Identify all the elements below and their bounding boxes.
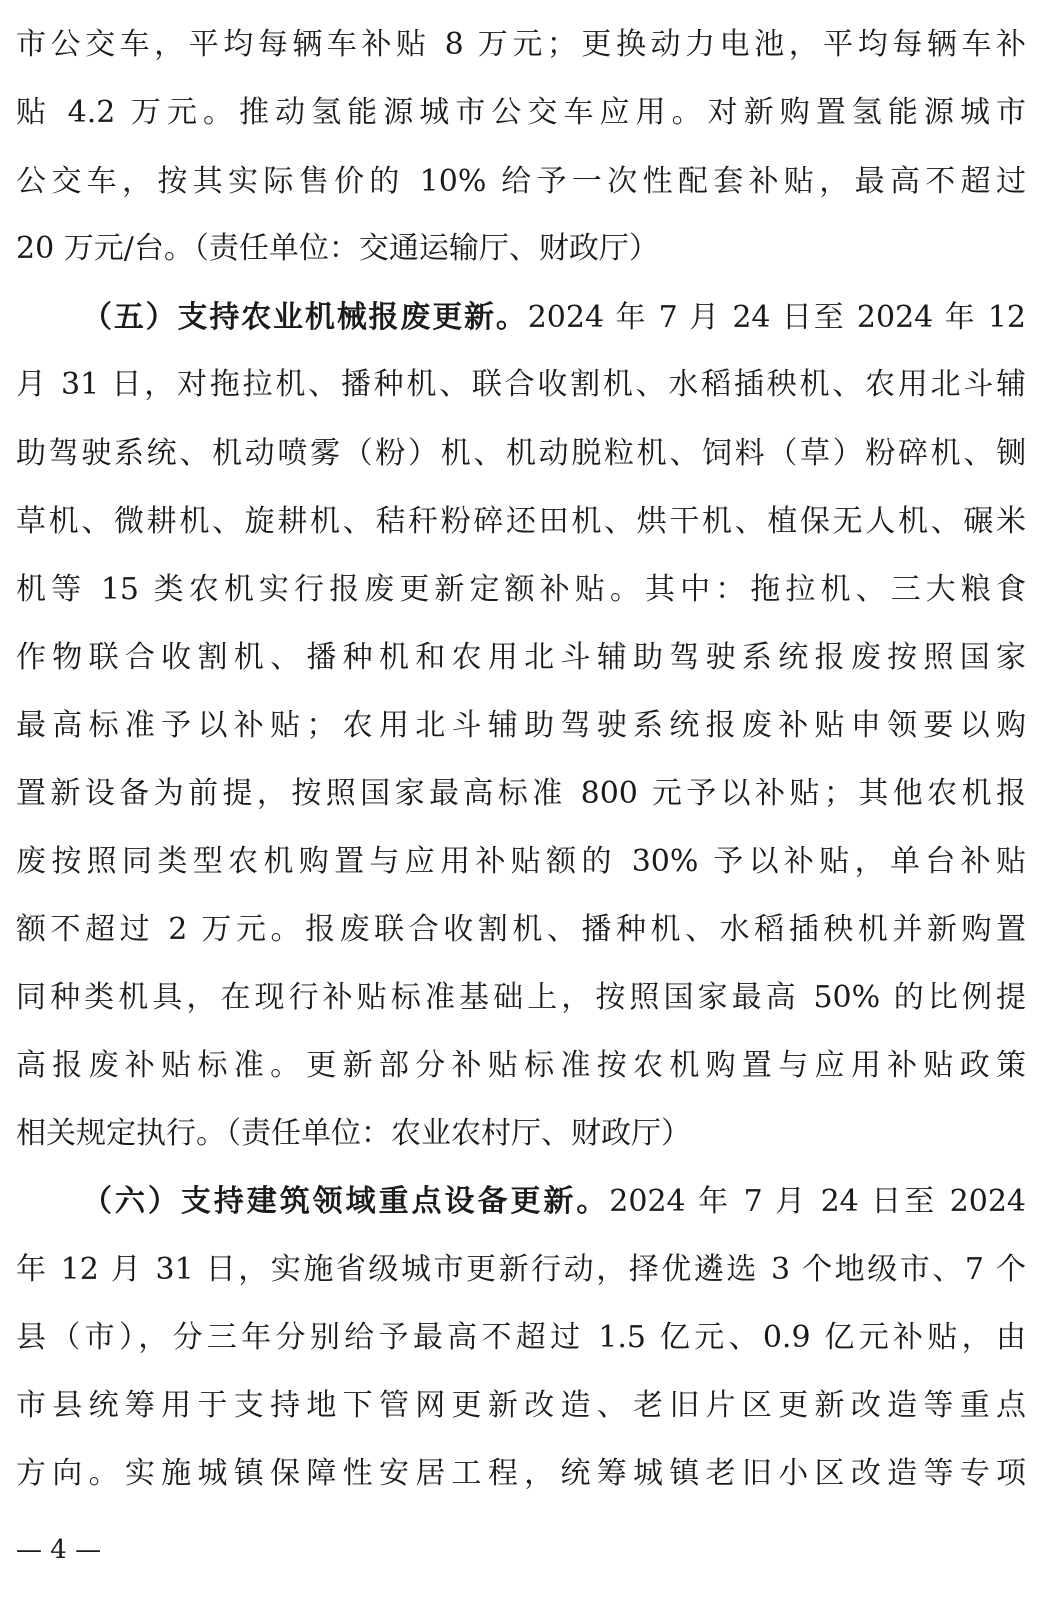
text-line: 市县统筹用于支持地下管网更新改造、老旧片区更新改造等重点 — [16, 1388, 1026, 1423]
text-line: 相关规定执行。（责任单位：农业农村厅、财政厅） — [16, 1116, 691, 1151]
text-line: 年 12 月 31 日，实施省级城市更新行动，择优遴选 3 个地级市、7 个 — [16, 1252, 1026, 1287]
text-line: 置新设备为前提，按照国家最高标准 800 元予以补贴；其他农机报 — [16, 776, 1026, 811]
section-5-heading: （五）支持农业机械报废更新。 — [82, 300, 528, 335]
text-line: 方向。实施城镇保障性安居工程，统筹城镇老旧小区改造等专项 — [16, 1456, 1026, 1491]
page-number: — 4 — — [16, 1535, 102, 1565]
text-line: 草机、微耕机、旋耕机、秸秆粉碎还田机、烘干机、植保无人机、碾米 — [16, 504, 1026, 539]
text-fragment: 2024 年 7 月 24 日至 2024 年 12 — [527, 300, 1026, 335]
text-line: 机等 15 类农机实行报废更新定额补贴。其中：拖拉机、三大粮食 — [16, 572, 1026, 607]
text-line: 20 万元/台。（责任单位：交通运输厅、财政厅） — [16, 231, 659, 266]
section-5-first-line — [82, 288, 1026, 348]
text-line: 最高标准予以补贴；农用北斗辅助驾驶系统报废补贴申领要以购 — [16, 708, 1026, 743]
text-fragment: 2024 年 7 月 24 日至 2024 — [609, 1184, 1026, 1219]
text-line: 作物联合收割机、播种机和农用北斗辅助驾驶系统报废按照国家 — [16, 640, 1026, 675]
text-line: 市公交车，平均每辆车补贴 8 万元；更换动力电池，平均每辆车补 — [16, 27, 1026, 62]
text-line: 县（市），分三年分别给予最高不超过 1.5 亿元、0.9 亿元补贴，由 — [16, 1320, 1026, 1355]
section-6-heading: （六）支持建筑领域重点设备更新。 — [82, 1184, 610, 1219]
text-line: 废按照同类型农机购置与应用补贴额的 30% 予以补贴，单台补贴 — [16, 844, 1026, 879]
text-line: 额不超过 2 万元。报废联合收割机、播种机、水稻插秧机并新购置 — [16, 912, 1026, 947]
text-line: 助驾驶系统、机动喷雾（粉）机、机动脱粒机、饲料（草）粉碎机、铡 — [16, 436, 1026, 471]
text-line: 贴 4.2 万元。推动氢能源城市公交车应用。对新购置氢能源城市 — [16, 95, 1026, 130]
section-6-first-line — [82, 1172, 1026, 1232]
text-line: 公交车，按其实际售价的 10% 给予一次性配套补贴，最高不超过 — [16, 164, 1026, 199]
text-line: 同种类机具，在现行补贴标准基础上，按照国家最高 50% 的比例提 — [16, 980, 1026, 1015]
text-line: 高报废补贴标准。更新部分补贴标准按农机购置与应用补贴政策 — [16, 1048, 1026, 1083]
text-line: 月 31 日，对拖拉机、播种机、联合收割机、水稻插秧机、农用北斗辅 — [16, 367, 1026, 402]
